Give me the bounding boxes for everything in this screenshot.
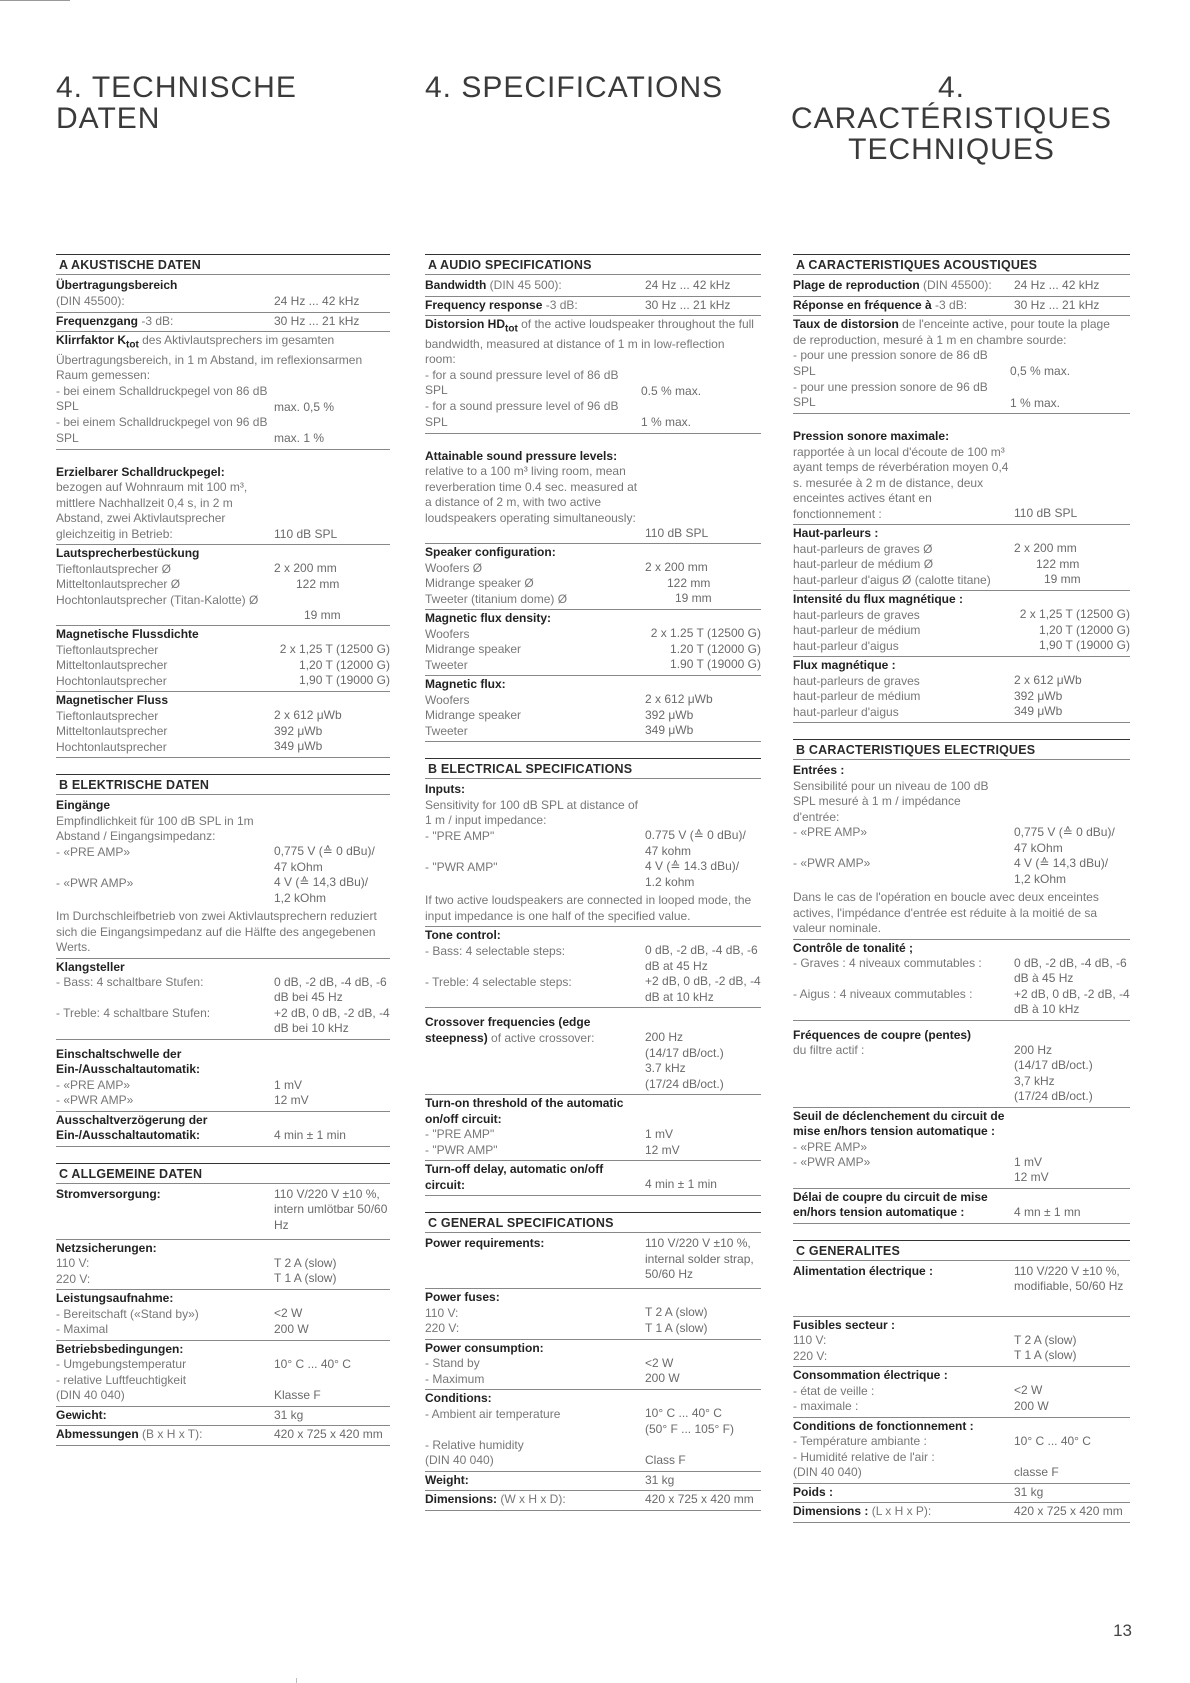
row-reproduction-range: Plage de reproduction (DIN 45500): 24 Hz ... 42 kHz — [793, 277, 1130, 297]
row-flux-density: Intensité du flux magnétique : haut-parleurs de graves haut-parleur de médium haut-parleur d'aigus 2 x 1,25 T (12500 G) 1,20 T (12000 G) 1,90 T (19000 G) — [793, 591, 1130, 657]
section-c-title: C ALLGEMEINE DATEN — [56, 1163, 390, 1184]
row-magnetic-flux: Flux magnétique : haut-parleurs de graves haut-parleur de médium haut-parleur d'aigus 2 x 612 μWb 392 μWb 349 μWb — [793, 657, 1130, 723]
row-flux-density: Magnetische Flussdichte Tieftonlautsprecher Mitteltonlautsprecher Hochtonlautsprecher 2 x 1,25 T (12500 G) 1,20 T (12000 G) 1,90 T (19000 G) — [56, 626, 390, 692]
row-consumption: Leistungsaufnahme: - Bereitschaft («Stand by») - Maximal <2 W 200 W — [56, 1290, 390, 1341]
row-magnetic-flux: Magnetischer Fluss Tieftonlautsprecher Mitteltonlautsprecher Hochtonlautsprecher 2 x 612 μWb 392 μWb 349 μWb — [56, 692, 390, 758]
row-tone-control: Tone control: - Bass: 4 selectable steps: - Treble: 4 selectable steps: 0 dB, -2 dB, -4 dB, -6 dB at 45 Hz +2 dB, 0 dB, -2 dB, -4 dB at 10 kHz — [425, 927, 761, 1008]
row-dimensions: Dimensions: (W x H x D): 420 x 725 x 420 mm — [425, 1491, 761, 1511]
row-inputs: Inputs: Sensitivity for 100 dB SPL at distance of 1 m / input impedance: - "PRE AMP" - "PWR AMP" 0.775 V (≙ 0 dBu)/ 47 kohm 4 V (≙ 14.3 dBu)/ 1.2 kohm — [425, 782, 746, 889]
row-distortion: Klirrfaktor $K_{tot}$ des Aktivlautsprechers im gesamten Übertragungsbereich, in 1 m Abstand, im reflexionsarmen Raum gemessen: - bei einem Schalldruckpegel von 86 dB SPL max. 0,5 % - bei einem Schalldruckpegel von 96 dB SPL max. 1 % — [56, 332, 390, 450]
section-b-title: B CARACTERISTIQUES ELECTRIQUES — [793, 739, 1130, 760]
spec-table-german — [56, 254, 390, 1446]
section-a-title: A AUDIO SPECIFICATIONS — [425, 254, 761, 275]
row-dimensions: Abmessungen (B x H x T): 420 x 725 x 420 mm — [56, 1426, 390, 1446]
section-b-title: B ELECTRICAL SPECIFICATIONS — [425, 758, 761, 779]
row-drivers: Lautsprecherbestückung Tieftonlautsprecher Ø Mitteltonlautsprecher Ø Hochtonlautsprecher (Titan-Kalotte) Ø 2 x 200 mm 122 mm 19 mm — [56, 545, 390, 626]
section-a-title: A CARACTERISTIQUES ACOUSTIQUES — [793, 254, 1130, 275]
row-dimensions: Dimensions : (L x H x P): 420 x 725 x 420 mm — [793, 1503, 1130, 1523]
section-c-title: C GENERAL SPECIFICATIONS — [425, 1212, 761, 1233]
row-frequency-range: Übertragungsbereich (DIN 45500): 24 Hz ... 42 kHz — [56, 277, 390, 313]
row-weight: Gewicht: 31 kg — [56, 1407, 390, 1427]
row-consumption: Power consumption: - Stand by - Maximum <2 W 200 W — [425, 1340, 761, 1391]
row-weight: Weight: 31 kg — [425, 1472, 761, 1492]
row-frequency-response: Réponse en fréquence à -3 dB: 30 Hz ... 21 kHz — [793, 297, 1130, 317]
row-distortion: Distorsion $HD_{tot}$ of the active loudspeaker throughout the full bandwidth, measured at distance of 1 m in low-reflection room: - for a sound pressure level of 86 dB SPL 0.5 % max. - for a sound pressure level of 96 dB SPL 1 % max. — [425, 316, 761, 434]
row-sound-pressure: Attainable sound pressure levels: relative to a 100 m³ living room, mean reverberation time 0.4 sec. measured at a distance of 2 m, with two active loudspeakers operating simultaneously: 110 dB SPL — [425, 448, 761, 545]
row-crossover: Fréquences de coupre (pentes) du filtre actif : 200 Hz (14/17 dB/oct.) 3,7 kHz (17/24 dB/oct.) — [793, 1027, 1130, 1108]
row-sound-pressure: Erzielbarer Schalldruckpegel: bezogen auf Wohnraum mit 100 m³, mittlere Nachhallzeit 0,4 s, in 2 m Abstand, zwei Aktivlautsprecher gleichzeitig in Betrieb: 110 dB SPL — [56, 464, 390, 546]
heading-french: 4. CARACTÉRISTIQUES TECHNIQUES — [790, 71, 1113, 166]
bottom-crop-mark — [296, 1678, 297, 1683]
row-inputs: Eingänge Empfindlichkeit für 100 dB SPL in 1m Abstand / Eingangsimpedanz: - «PRE AMP» - «PWR AMP» 0,775 V (≙ 0 dBu)/ 47 kOhm 4 V (≙ 14,3 dBu)/ 1,2 kOhm — [56, 798, 375, 905]
row-conditions: Conditions de fonctionnement : - Température ambiante : - Humidité relative de l'air : (DIN 40 040) 10° C ... 40° C classe F — [793, 1418, 1130, 1484]
row-turn-on-threshold: Turn-on threshold of the automatic on/off circuit: - "PRE AMP" - "PWR AMP" 1 mV 12 mV — [425, 1095, 761, 1161]
spec-table-english — [425, 254, 761, 1511]
row-sound-pressure: Pression sonore maximale: rapportée à un local d'écoute de 100 m³ ayant temps de réverbération moyen 0,4 s. mesurée à 2 m de distance, deux enceintes actives étant en fonctionnement : 110 dB SPL — [793, 428, 1130, 525]
page-number: 13 — [1113, 1621, 1132, 1640]
section-b-title: B ELEKTRISCHE DATEN — [56, 774, 390, 795]
row-turn-off-delay: Délai de coupre du circuit de mise en/hors tension automatique : 4 mn ± 1 mn — [793, 1189, 1130, 1224]
row-power-requirements: Power requirements: 110 V/220 V ±10 %, internal solder strap, 50/60 Hz — [425, 1235, 761, 1289]
row-consumption: Consommation électrique : - état de veille : - maximale : <2 W 200 W — [793, 1367, 1130, 1418]
row-tone-control: Klangsteller - Bass: 4 schaltbare Stufen: - Treble: 4 schaltbare Stufen: 0 dB, -2 dB, -4 dB, -6 dB bei 45 Hz +2 dB, 0 dB, -2 dB, -4 dB bei 10 kHz — [56, 959, 390, 1040]
heading-german: 4. TECHNISCHE DATEN — [56, 71, 297, 135]
row-fuses: Power fuses: 110 V: 220 V: T 2 A (slow) T 1 A (slow) — [425, 1289, 761, 1340]
row-loudspeakers: Haut-parleurs : haut-parleurs de graves Ø haut-parleur de médium Ø haut-parleur d'aigus Ø (calotte titane) 2 x 200 mm 122 mm 19 mm — [793, 525, 1130, 591]
row-turn-on-threshold: Einschaltschwelle der Ein-/Ausschaltautomatik: - «PRE AMP» - «PWR AMP» 1 mV 12 mV — [56, 1046, 390, 1112]
row-weight: Poids : 31 kg — [793, 1484, 1130, 1504]
row-fuses: Fusibles secteur : 110 V: 220 V: T 2 A (slow) T 1 A (slow) — [793, 1317, 1130, 1368]
row-inputs: Entrées : Sensibilité pour un niveau de 100 dB SPL mesuré à 1 m / impédance d'entrée: - «PRE AMP» - «PWR AMP» 0,775 V (≙ 0 dBu)/ 47 kOhm 4 V (≙ 14,3 dBu)/ 1,2 kOhm — [793, 763, 1115, 886]
row-input-note: Dans le cas de l'opération en boucle avec deux enceintes actives, l'impédance d'entrée est réduite à la moitié de sa valeur nominale. — [793, 889, 1130, 940]
row-tone-control: Contrôle de tonalité ; - Graves : 4 niveaux commutables : - Aigus : 4 niveaux commutables : 0 dB, -2 dB, -4 dB, -6 dB à 45 Hz +2 dB, 0 dB, -2 dB, -4 dB à 10 kHz — [793, 940, 1130, 1021]
row-bandwidth: Bandwidth (DIN 45 500): 24 Hz ... 42 kHz — [425, 277, 761, 297]
section-a-title: A AKUSTISCHE DATEN — [56, 254, 390, 275]
row-power-supply: Stromversorgung: 110 V/220 V ±10 %, intern umlötbar 50/60 Hz — [56, 1186, 390, 1240]
top-left-rule — [0, 0, 70, 1]
row-flux-density: Magnetic flux density: Woofers Midrange speaker Tweeter 2 x 1.25 T (12500 G) 1.20 T (12000 G) 1.90 T (19000 G) — [425, 610, 761, 676]
row-conditions: Betriebsbedingungen: - Umgebungstemperatur - relative Luftfeuchtigkeit (DIN 40 040) 10° C ... 40° C Klasse F — [56, 1341, 390, 1407]
row-conditions: Conditions: - Ambient air temperature - Relative humidity (DIN 40 040) 10° C ... 40° C (50° F ... 105° F) Class F — [425, 1390, 761, 1472]
row-input-note: Im Durchschleifbetrieb von zwei Aktivlautsprechern reduziert sich die Eingangsimpedanz auf die Hälfte des angegebenen Werts. — [56, 908, 390, 959]
row-power-supply: Alimentation électrique : 110 V/220 V ±10 %, modifiable, 50/60 Hz — [793, 1263, 1130, 1317]
row-turn-off-delay: Ausschaltverzögerung der Ein-/Ausschaltautomatik: 4 min ± 1 min — [56, 1112, 390, 1147]
row-turn-on-threshold: Seuil de déclenchement du circuit de mise en/hors tension automatique : - «PRE AMP» - «PWR AMP» 1 mV 12 mV — [793, 1108, 1130, 1189]
row-magnetic-flux: Magnetic flux: Woofers Midrange speaker Tweeter 2 x 612 μWb 392 μWb 349 μWb — [425, 676, 761, 742]
heading-english: 4. SPECIFICATIONS — [425, 71, 724, 104]
row-input-note: If two active loudspeakers are connected in looped mode, the input impedance is one half of the specified value. — [425, 892, 761, 927]
spec-table-french — [793, 254, 1130, 1523]
row-distortion: Taux de distorsion de l'enceinte active, pour toute la plage de reproduction, mesuré à 1 m en chambre sourde: - pour une pression sonore de 86 dB SPL 0,5 % max. - pour une pression sonore de 96 dB SPL 1 % max. — [793, 316, 1130, 414]
row-fuses: Netzsicherungen: 110 V: 220 V: T 2 A (slow) T 1 A (slow) — [56, 1240, 390, 1291]
row-frequency-response: Frequenzgang -3 dB: 30 Hz ... 21 kHz — [56, 313, 390, 333]
row-turn-off-delay: Turn-off delay, automatic on/off circuit: 4 min ± 1 min — [425, 1161, 761, 1196]
row-speaker-config: Speaker configuration: Woofers Ø Midrange speaker Ø Tweeter (titanium dome) Ø 2 x 200 mm 122 mm 19 mm — [425, 544, 761, 610]
section-c-title: C GENERALITES — [793, 1240, 1130, 1261]
row-frequency-response: Frequency response -3 dB: 30 Hz ... 21 kHz — [425, 297, 761, 317]
row-crossover: Crossover frequencies (edge steepness) of active crossover: 200 Hz (14/17 dB/oct.) 3.7 kHz (17/24 dB/oct.) — [425, 1014, 761, 1095]
